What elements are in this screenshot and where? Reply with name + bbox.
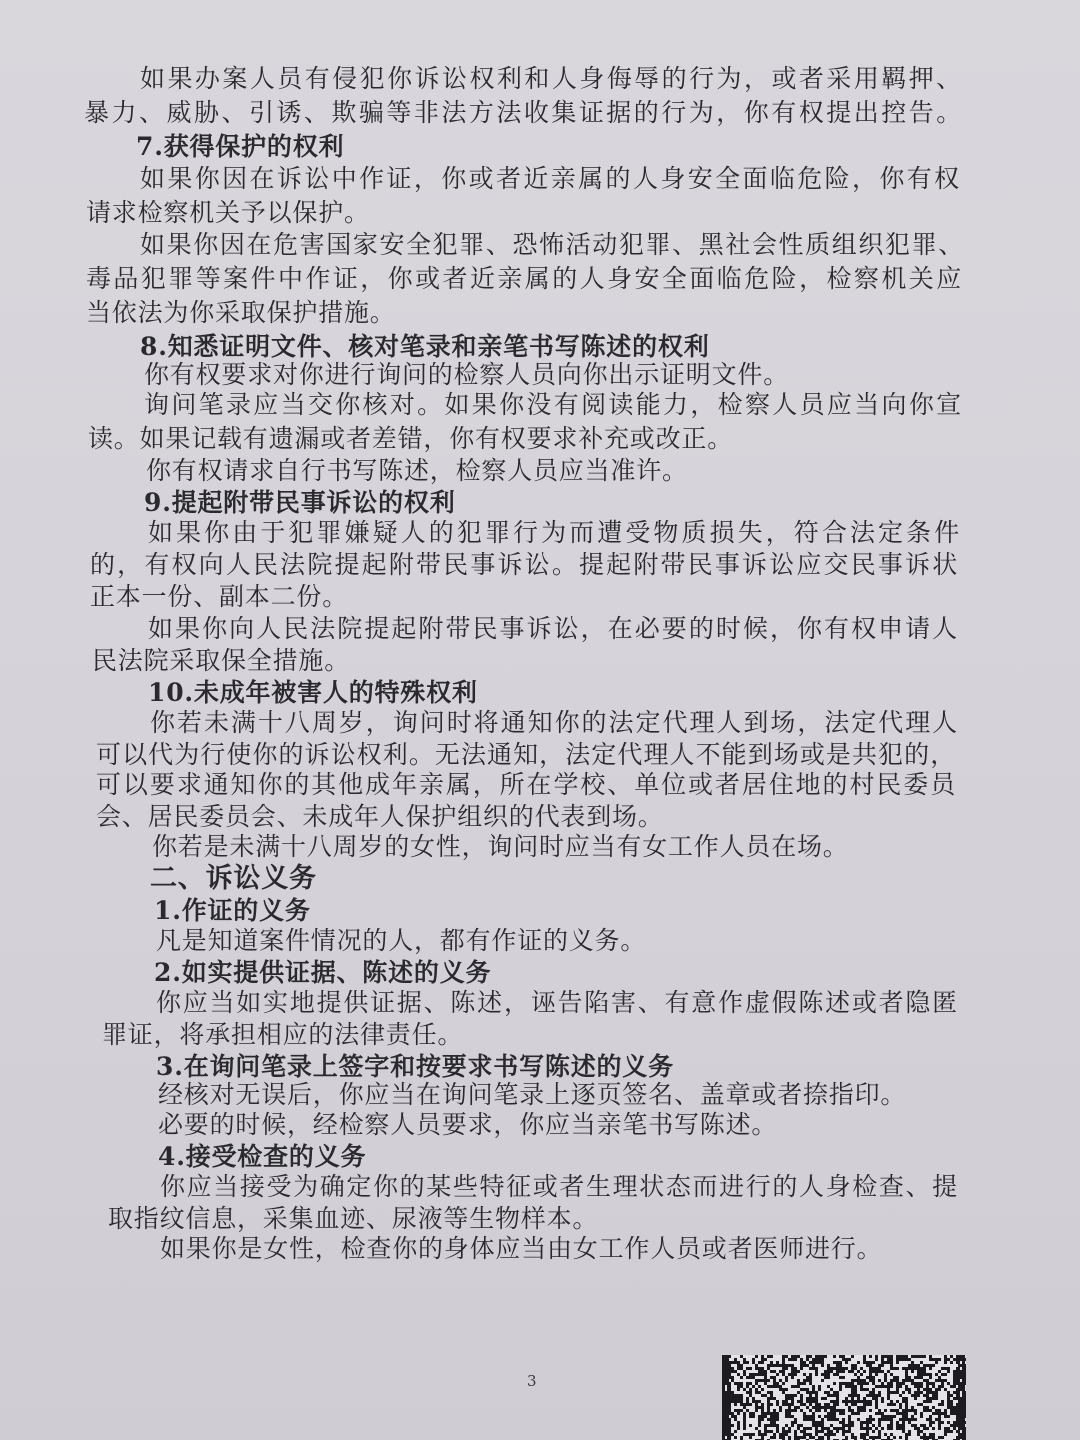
text-line: 取指纹信息，采集血迹、尿液等生物样本。: [108, 1204, 599, 1233]
text-line: 可以代为行使你的诉讼权利。无法通知，法定代理人不能到场或是共犯的，: [96, 740, 957, 769]
text-line: 如果办案人员有侵犯你诉讼权利和人身侮辱的行为，或者采用羁押、: [140, 64, 964, 93]
text-line: 暴力、威胁、引诱、欺骗等非法方法收集证据的行为，你有权提出控告。: [84, 98, 964, 127]
text-line: 民法院采取保全措施。: [92, 646, 351, 675]
text-line: 毒品犯罪等案件中作证，你或者近亲属的人身安全面临危险，检察机关应: [86, 264, 964, 293]
text-line: 你若是未满十八周岁的女性，询问时应当有女工作人员在场。: [152, 832, 849, 861]
text-line: 当依法为你采取保护措施。: [86, 298, 396, 327]
subsection-heading: 2.如实提供证据、陈述的义务: [154, 958, 492, 987]
text-line: 如果你是女性，检查你的身体应当由女工作人员或者医师进行。: [160, 1234, 883, 1263]
subsection-heading: 3.在询问笔录上签字和按要求书写陈述的义务: [156, 1052, 674, 1081]
text-line: 你应当接受为确定你的某些特征或者生理状态而进行的人身检查、提: [160, 1172, 959, 1201]
text-line: 必要的时候，经检察人员要求，你应当亲笔书写陈述。: [158, 1110, 778, 1139]
text-line: 会、居民委员会、未成年人保护组织的代表到场。: [96, 802, 664, 831]
text-line: 的，有权向人民法院提起附带民事诉讼。提起附带民事诉讼应交民事诉状: [90, 550, 960, 579]
section-heading: 二、诉讼义务: [150, 863, 317, 894]
barcode-image: [722, 1355, 966, 1440]
subsection-heading: 9.提起附带民事诉讼的权利: [144, 488, 456, 517]
subsection-heading: 4.接受检查的义务: [158, 1142, 367, 1171]
text-line: 你应当如实地提供证据、陈述，诬告陷害、有意作虚假陈述或者隐匿: [156, 988, 959, 1017]
subsection-heading: 7.获得保护的权利: [136, 132, 345, 161]
text-line: 如果你由于犯罪嫌疑人的犯罪行为而遭受物质损失，符合法定条件: [148, 518, 963, 547]
text-line: 你有权要求对你进行询问的检察人员向你出示证明文件。: [144, 360, 790, 389]
text-line: 罪证，将承担相应的法律责任。: [102, 1020, 464, 1049]
page-number: 3: [527, 1372, 537, 1390]
text-line: 你若未满十八周岁，询问时将通知你的法定代理人到场，法定代理人: [150, 708, 960, 737]
text-line: 如果你因在诉讼中作证，你或者近亲属的人身安全面临危险，你有权: [140, 164, 962, 193]
subsection-heading: 8.知悉证明文件、核对笔录和亲笔书写陈述的权利: [140, 332, 710, 361]
text-line: 你有权请求自行书写陈述，检察人员应当准许。: [146, 456, 688, 485]
text-line: 如果你因在危害国家安全犯罪、恐怖活动犯罪、黑社会性质组织犯罪、: [140, 230, 965, 259]
subsection-heading: 1.作证的义务: [154, 896, 311, 925]
text-line: 读。如果记载有遗漏或者差错，你有权要求补充或改正。: [88, 424, 734, 453]
text-line: 询问笔录应当交你核对。如果你没有阅读能力，检察人员应当向你宣: [144, 390, 964, 419]
text-line: 可以要求通知你的其他成年亲属，所在学校、单位或者居住地的村民委员: [96, 770, 958, 799]
text-line: 如果你向人民法院提起附带民事诉讼，在必要的时候，你有权申请人: [148, 614, 960, 643]
text-line: 经核对无误后，你应当在询问笔录上逐页签名、盖章或者捺指印。: [158, 1080, 907, 1109]
text-line: 请求检察机关予以保护。: [86, 198, 370, 227]
text-line: 凡是知道案件情况的人，都有作证的义务。: [156, 926, 647, 955]
subsection-heading: 10.未成年被害人的特殊权利: [148, 678, 478, 707]
text-line: 正本一份、副本二份。: [90, 582, 349, 611]
